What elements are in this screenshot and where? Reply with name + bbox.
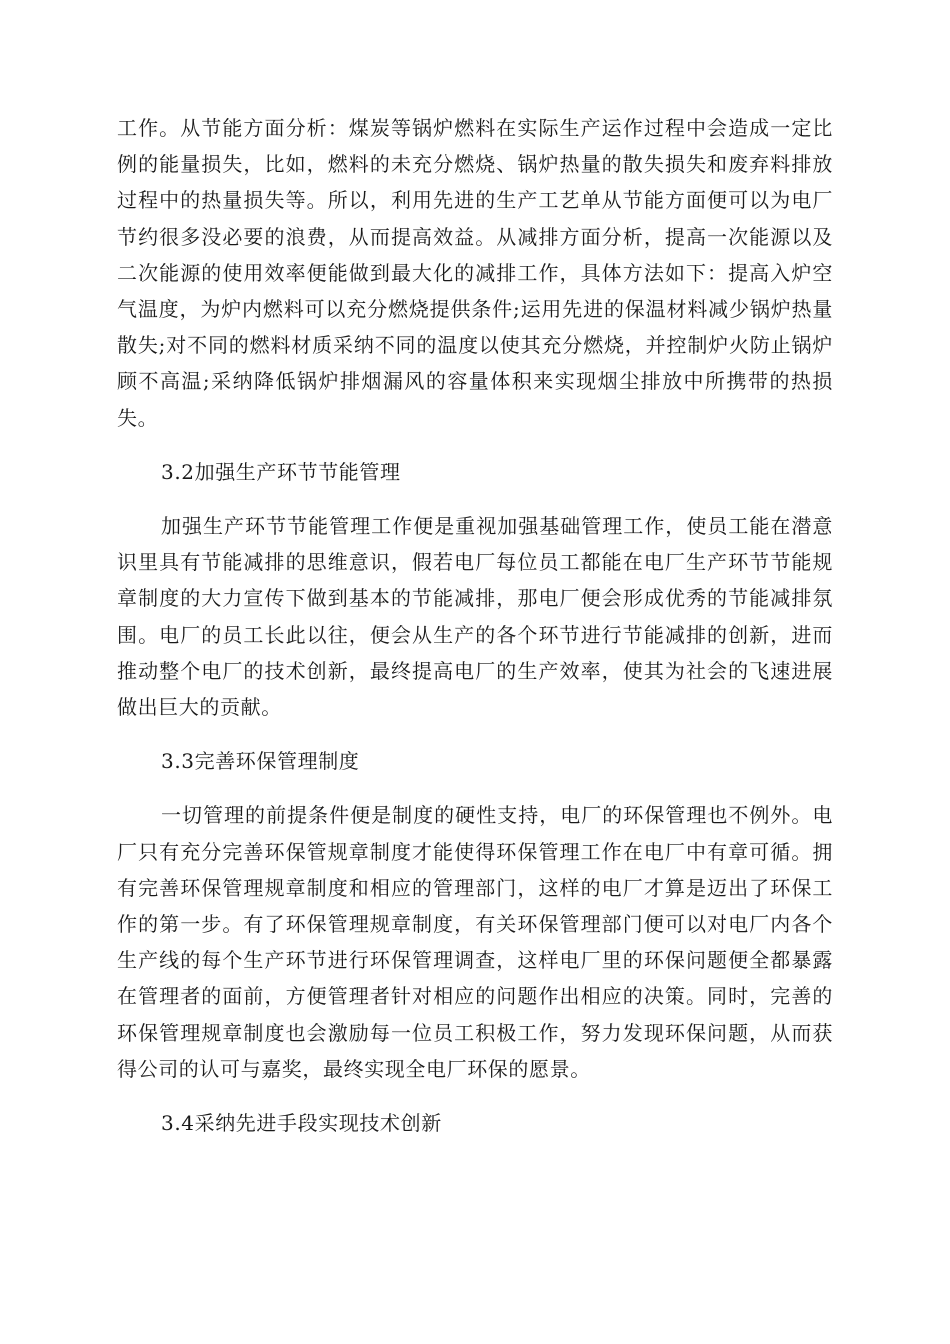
paragraph-gap bbox=[117, 725, 833, 743]
paragraph-energy-saving-analysis: 工作。从节能方面分析：煤炭等锅炉燃料在实际生产运作过程中会造成一定比例的能量损失，比如，燃料的未充分燃烧、锅炉热量的散失损失和废弃料排放过程中的热量损失等。所以，利用先进的生产工艺单从节能方面便可以为电厂节约很多没必要的浪费，从而提高效益。从减排方面分析，提高一次能源以及二次能源的使用效率便能做到最大化的减排工作，具体方法如下：提高入炉空气温度，为炉内燃料可以充分燃烧提供条件;运用先进的保温材料减少锅炉热量散失;对不同的燃料材质采纳不同的温度以使其充分燃烧，并控制炉火防止锅炉顾不高温;采纳降低锅炉排烟漏风的容量体积来实现烟尘排放中所携带的热损失。 bbox=[117, 116, 833, 430]
paragraph-gap bbox=[117, 779, 833, 797]
paragraph-production-management: 加强生产环节节能管理工作便是重视加强基础管理工作，使员工能在潜意识里具有节能减排的思维意识，假若电厂每位员工都能在电厂生产环节节能规章制度的大力宣传下做到基本的节能减排，那电厂便会形成优秀的节能减排氛围。电厂的员工长此以往，便会从生产的各个环节进行节能减排的创新，进而推动整个电厂的技术创新，最终提高电厂的生产效率，使其为社会的飞速进展做出巨大的贡献。 bbox=[117, 514, 833, 720]
section-heading-3-3: 3.3完善环保管理制度 bbox=[161, 749, 360, 774]
paragraph-environmental-regulations: 一切管理的前提条件便是制度的硬性支持，电厂的环保管理也不例外。电厂只有充分完善环保管规章制度才能使得环保管理工作在电厂中有章可循。拥有完善环保管理规章制度和相应的管理部门，这样的电厂才算是迈出了环保工作的第一步。有了环保管理规章制度，有关环保管理部门便可以对电厂内各个生产线的每个生产环节进行环保管理调查，这样电厂里的环保问题便全都暴露在管理者的面前，方便管理者针对相应的问题作出相应的决策。同时，完善的环保管理规章制度也会激励每一位员工积极工作，努力发现环保问题，从而获得公司的认可与嘉奖，最终实现全电厂环保的愿景。 bbox=[117, 803, 833, 1081]
paragraph-gap bbox=[117, 436, 833, 454]
section-heading-3-2: 3.2加强生产环节节能管理 bbox=[161, 459, 401, 484]
document-page bbox=[117, 110, 833, 1141]
paragraph-gap bbox=[117, 1087, 833, 1105]
section-heading-3-4: 3.4采纳先进手段实现技术创新 bbox=[161, 1111, 442, 1136]
paragraph-gap bbox=[117, 490, 833, 508]
